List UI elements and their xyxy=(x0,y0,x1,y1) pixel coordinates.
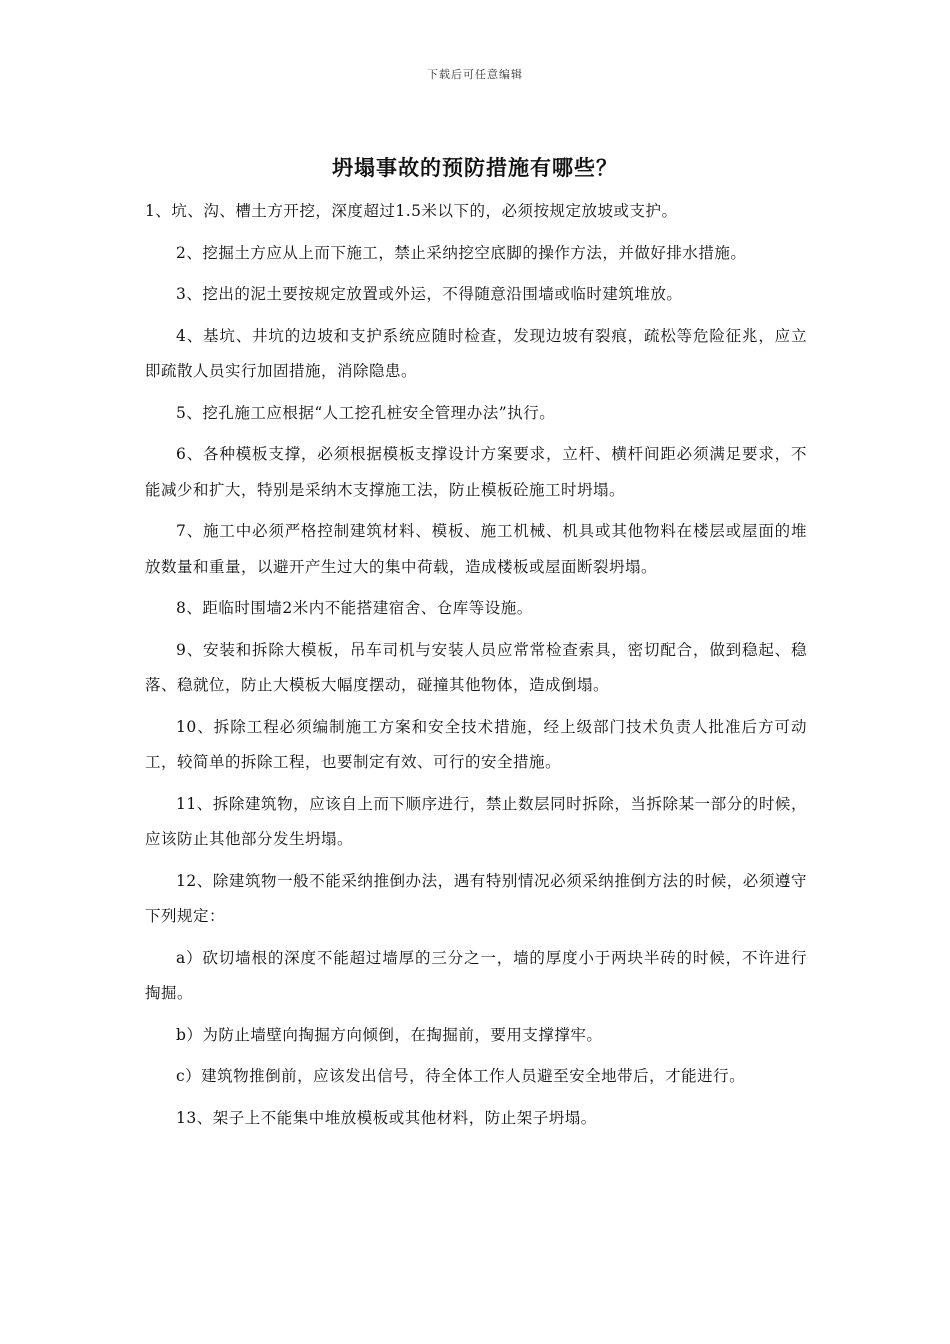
paragraph-7: 7、施工中必须严格控制建筑材料、模板、施工机械、机具或其他物料在楼层或屋面的堆放数量和重量，以避开产生过大的集中荷载，造成楼板或屋面断裂坍塌。 xyxy=(145,522,807,576)
paragraph-12c: c）建筑物推倒前，应该发出信号，待全体工作人员避至安全地带后，才能进行。 xyxy=(176,1067,746,1085)
document-title: 坍塌事故的预防措施有哪些？ xyxy=(332,155,618,180)
paragraph-4: 4、基坑、井坑的边坡和支护系统应随时检查，发现边坡有裂痕，疏松等危险征兆，应立即疏散人员实行加固措施，消除隐患。 xyxy=(145,326,807,380)
paragraph-8: 8、距临时围墙2米内不能搭建宿舍、仓库等设施。 xyxy=(176,599,533,617)
page-header-note: 下载后可任意编辑 xyxy=(427,68,523,81)
paragraph-12b: b）为防止墙壁向掏掘方向倾倒，在掏掘前，要用支撑撑牢。 xyxy=(176,1025,603,1044)
paragraph-9: 9、安装和拆除大模板，吊车司机与安装人员应常常检查索具，密切配合，做到稳起、稳落、稳就位，防止大模板大幅度摆动，碰撞其他物体，造成倒塌。 xyxy=(145,640,807,694)
paragraph-3: 3、挖出的泥土要按规定放置或外运，不得随意沿围墙或临时建筑堆放。 xyxy=(176,285,683,303)
paragraph-6: 6、各种模板支撑，必须根据模板支撑设计方案要求，立杆、横杆间距必须满足要求，不能减少和扩大，特别是采纳木支撑施工法，防止模板砼施工时坍塌。 xyxy=(145,445,807,499)
paragraph-11: 11、拆除建筑物，应该自上而下顺序进行，禁止数层同时拆除，当拆除某一部分的时候，应该防止其他部分发生坍塌。 xyxy=(145,794,807,848)
paragraph-12: 12、除建筑物一般不能采纳推倒办法，遇有特别情况必须采纳推倒方法的时候，必须遵守下列规定： xyxy=(145,871,807,925)
paragraph-13: 13、架子上不能集中堆放模板或其他材料，防止架子坍塌。 xyxy=(176,1108,597,1127)
paragraph-2: 2、挖掘土方应从上而下施工，禁止采纳挖空底脚的操作方法，并做好排水措施。 xyxy=(176,243,747,262)
paragraph-12a: a）砍切墙根的深度不能超过墙厚的三分之一，墙的厚度小于两块半砖的时候，不许进行掏掘。 xyxy=(145,948,807,1002)
paragraph-5: 5、挖孔施工应根据“人工挖孔桩安全管理办法”执行。 xyxy=(176,403,556,422)
document-body xyxy=(145,194,807,1142)
paragraph-1: 1、坑、沟、槽土方开挖，深度超过1.5米以下的，必须按规定放坡或支护。 xyxy=(145,202,678,220)
paragraph-10: 10、拆除工程必须编制施工方案和安全技术措施，经上级部门技术负责人批准后方可动工，较简单的拆除工程，也要制定有效、可行的安全措施。 xyxy=(145,717,807,771)
